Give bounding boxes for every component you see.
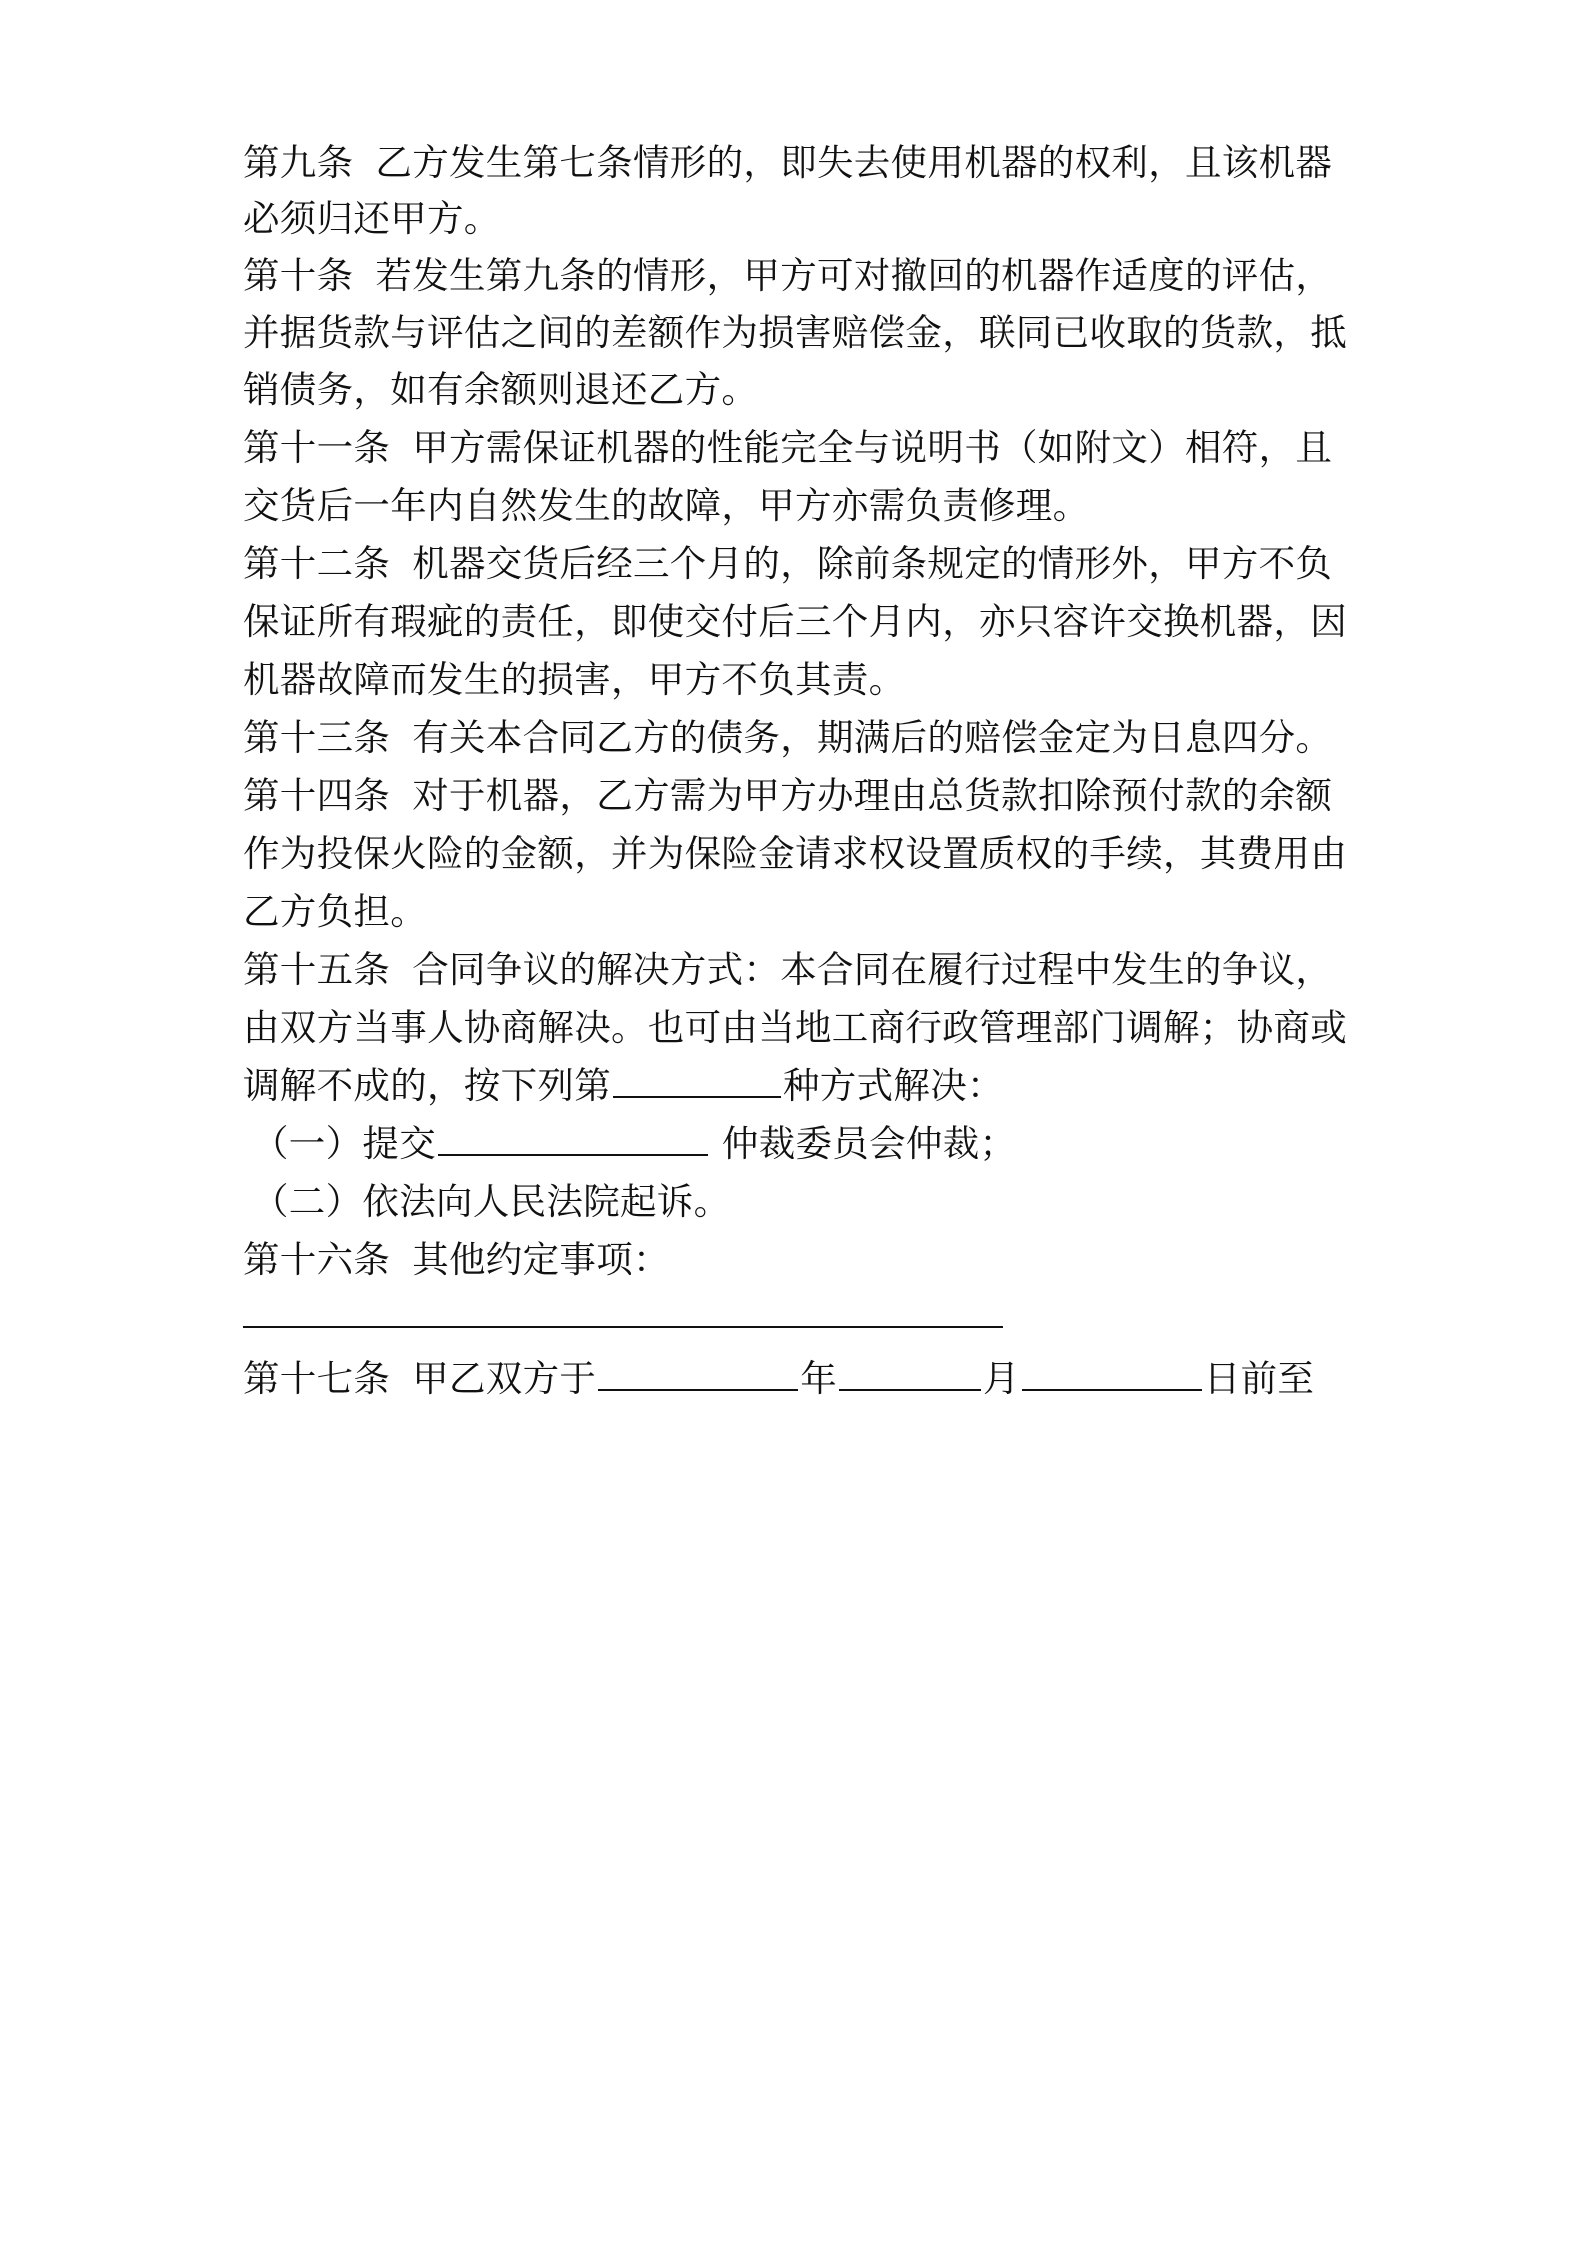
option-text: （一）提交 [252,1122,436,1165]
article-label: 第十四条 [243,774,391,817]
article-12-line-1 [243,541,1332,587]
article-15-line-1 [243,947,1332,993]
article-text: 机器交货后经三个月的，除前条规定的情形外，甲方不负 [412,542,1333,585]
dispute-method-blank[interactable] [613,1066,781,1098]
article-text: 合同争议的解决方式：本合同在履行过程中发生的争议， [412,948,1333,991]
article-text: 若发生第九条的情形，甲方可对撤回的机器作适度的评估， [375,254,1333,297]
article-10-line-2 [243,310,1347,356]
month-blank[interactable] [839,1359,981,1391]
article-text: 机器故障而发生的损害，甲方不负其责。 [243,658,906,701]
day-blank[interactable] [1022,1359,1202,1391]
article-text: 对于机器，乙方需为甲方办理由总货款扣除预付款的余额 [412,774,1333,817]
option-2-line [252,1179,730,1225]
article-14-line-1 [243,773,1332,819]
article-label: 第九条 [243,141,354,184]
other-matters-blank[interactable] [243,1296,1003,1328]
article-14-line-2 [243,831,1347,877]
article-text: 其他约定事项： [412,1238,670,1281]
article-text: 乙方发生第七条情形的，即失去使用机器的权利，且该机器 [375,141,1333,184]
article-11-line-2 [243,483,1089,529]
day-suffix: 日前至 [1203,1357,1315,1400]
article-text: 由双方当事人协商解决。也可由当地工商行政管理部门调解；协商或 [243,1006,1347,1049]
article-text: 调解不成的，按下列第 [243,1064,611,1107]
article-text: 作为投保火险的金额，并为保险金请求权设置质权的手续，其费用由 [243,832,1347,875]
article-label: 第十二条 [243,542,391,585]
article-text: 甲乙双方于 [412,1357,597,1400]
article-label: 第十六条 [243,1238,391,1281]
article-text: 交货后一年内自然发生的故障，甲方亦需负责修理。 [243,484,1090,527]
article-label: 第十三条 [243,716,391,759]
year-label: 年 [800,1357,838,1400]
article-12-line-3 [243,657,905,703]
article-text: 并据货款与评估之间的差额作为损害赔偿金，联同已收取的货款，抵 [243,311,1347,354]
article-text: 必须归还甲方。 [243,197,501,240]
article-16-line-1 [243,1237,670,1283]
article-text: 甲方需保证机器的性能完全与说明书（如附文）相符，且 [412,426,1333,469]
month-label: 月 [983,1357,1020,1400]
article-13-line-1 [243,715,1332,761]
article-label: 第十条 [243,254,354,297]
article-11-line-1 [243,425,1332,471]
article-9-line-2 [243,196,501,242]
article-text: 销债务，如有余额则退还乙方。 [243,368,759,411]
article-text: 有关本合同乙方的债务，期满后的赔偿金定为日息四分。 [412,716,1333,759]
article-text: 保证所有瑕疵的责任，即使交付后三个月内，亦只容许交换机器，因 [243,600,1347,643]
option-text: 仲裁委员会仲裁； [710,1122,1017,1165]
arbitration-commission-blank[interactable] [438,1124,708,1156]
article-label: 第十一条 [243,426,391,469]
article-15-line-3 [243,1063,1004,1109]
option-1-line [252,1121,1016,1167]
article-label: 第十七条 [243,1357,391,1400]
article-text: 乙方负担。 [243,890,427,933]
article-10-line-3 [243,367,758,413]
year-blank[interactable] [598,1359,798,1391]
article-10-line-1 [243,253,1332,299]
article-text: 种方式解决： [783,1064,1004,1107]
article-12-line-2 [243,599,1347,645]
option-text: （二）依法向人民法院起诉。 [252,1180,731,1223]
article-14-line-3 [243,889,427,935]
article-label: 第十五条 [243,948,391,991]
article-9-line-1 [243,140,1332,186]
article-17-line-1 [243,1356,1314,1402]
article-15-line-2 [243,1005,1347,1051]
